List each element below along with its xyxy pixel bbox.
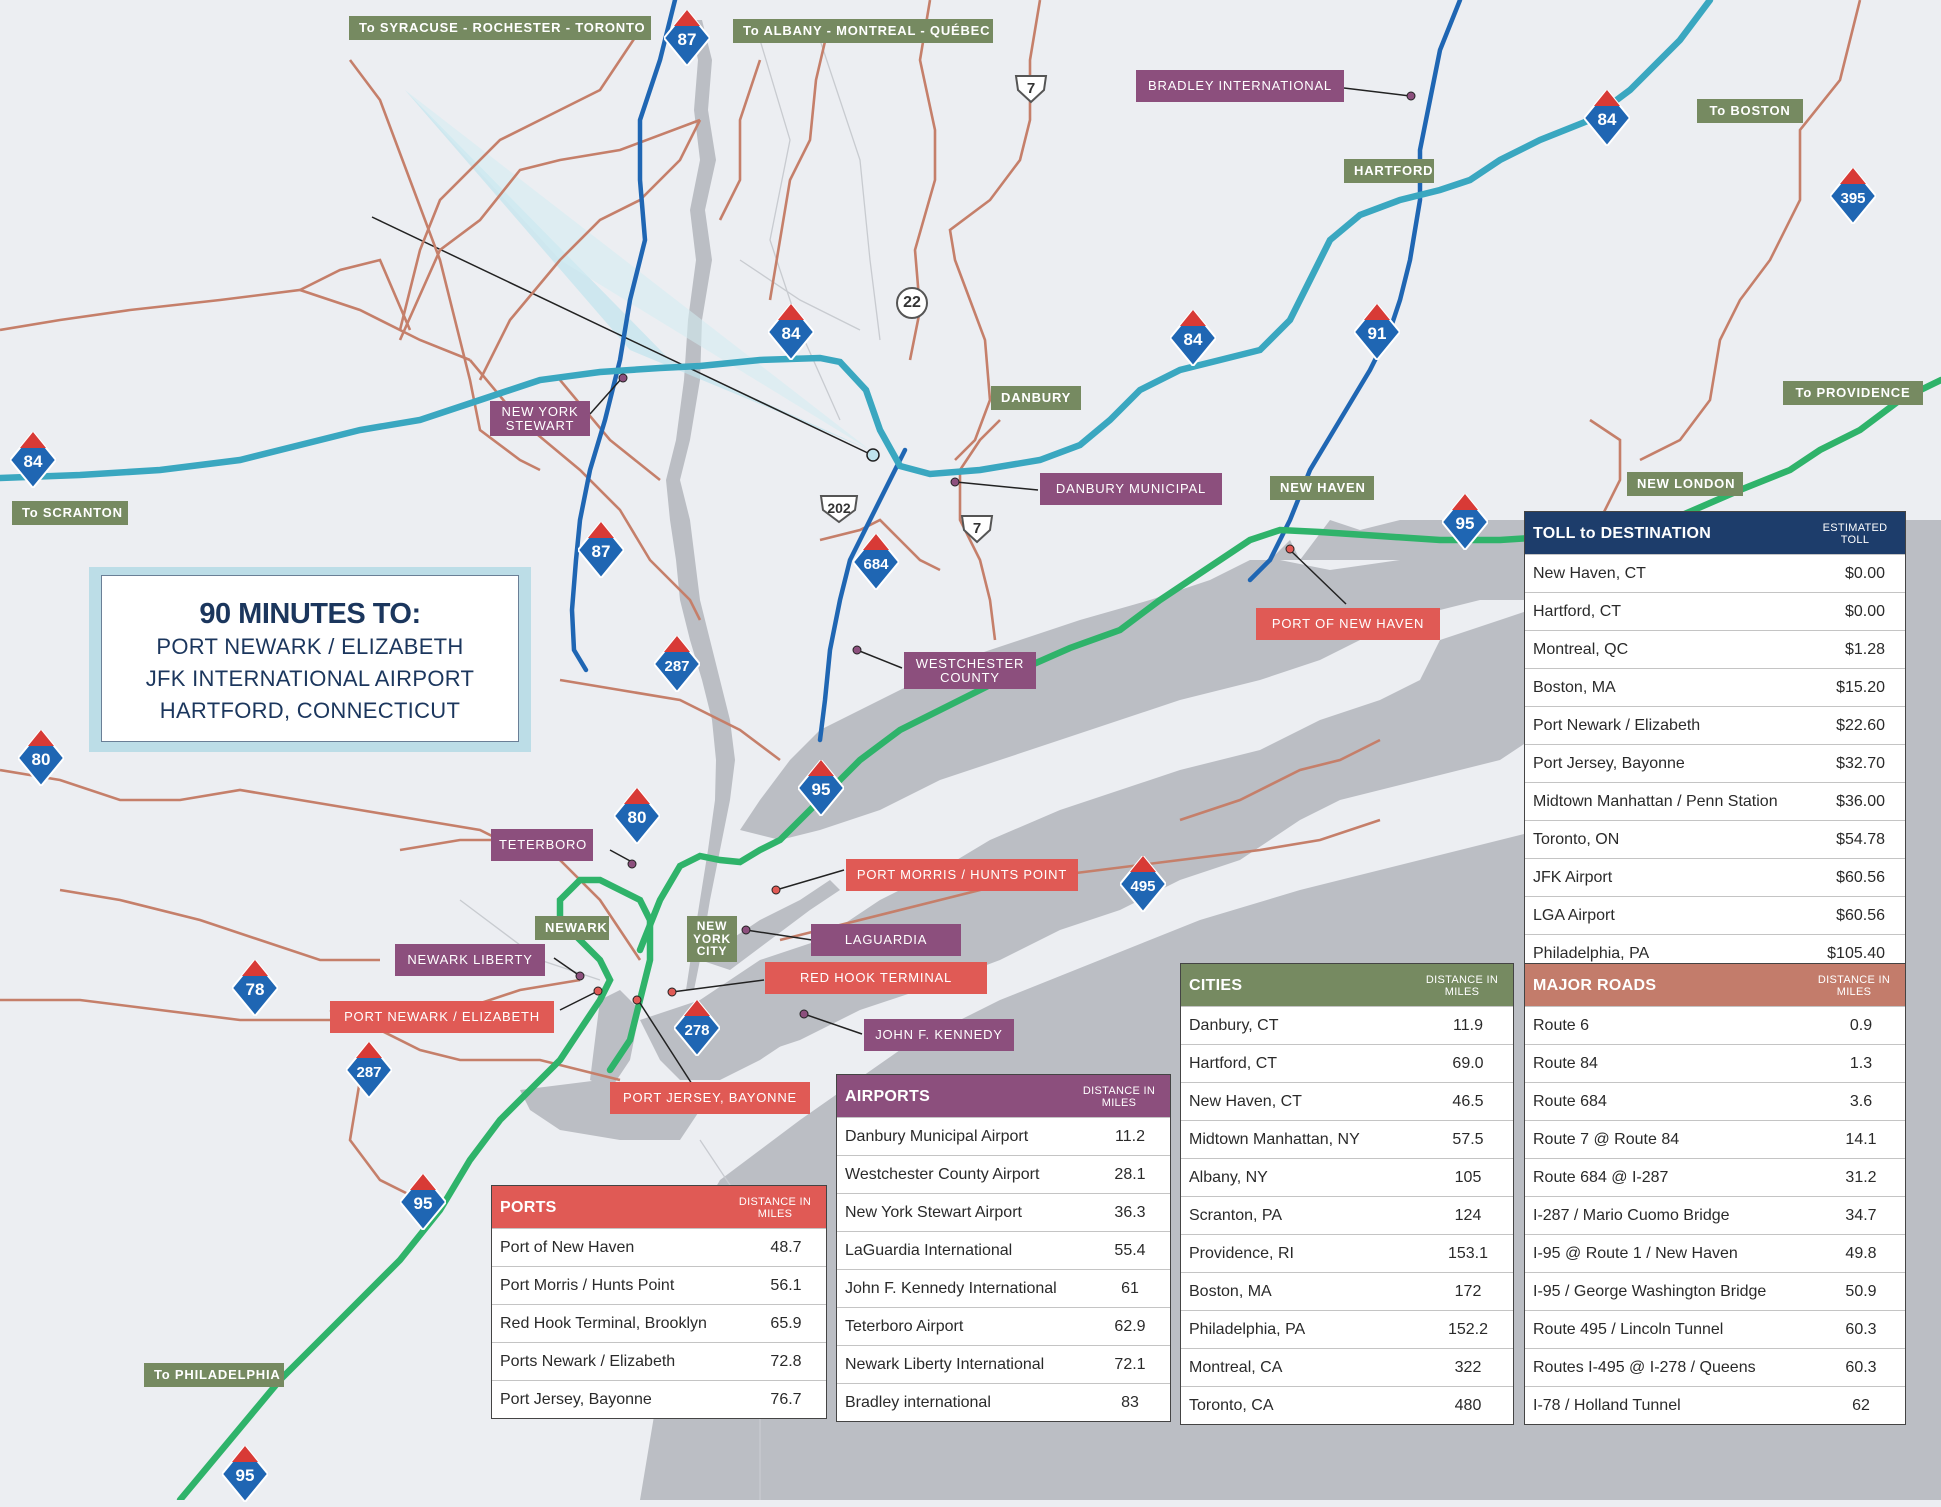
direction-syracuse: To SYRACUSE - ROCHESTER - TORONTO [349,16,651,40]
table-row: Route 495 / Lincoln Tunnel 60.3 [1525,1310,1905,1348]
table-subtitle: ESTIMATED TOLL [1822,522,1888,546]
table-row: Westchester County Airport 28.1 [837,1155,1170,1193]
interstate-84-shield-west [10,432,56,488]
table-subtitle: DISTANCE IN MILES [1425,974,1499,998]
table-row: Route 7 @ Route 84 14.1 [1525,1120,1905,1158]
interstate-95-shield-nj [400,1174,446,1230]
promo-title: 90 MINUTES TO: [199,598,421,630]
table-row: Port Jersey, Bayonne 76.7 [492,1380,826,1418]
toll-table [1524,511,1906,973]
table-title: PORTS [500,1199,557,1216]
table-row: Route 6 0.9 [1525,1006,1905,1044]
ports-table [491,1185,827,1419]
city-new-london: NEW LONDON [1627,472,1743,496]
table-title: MAJOR ROADS [1533,977,1657,994]
svg-text:84: 84 [23,452,43,471]
interstate-84-shield-ne [1584,90,1630,146]
city-newark: NEWARK [535,916,609,940]
table-row: LaGuardia International 55.4 [837,1231,1170,1269]
svg-text:95: 95 [1455,514,1475,533]
city-new-haven: NEW HAVEN [1270,476,1374,500]
table-title: AIRPORTS [845,1088,931,1105]
table-subtitle: DISTANCE IN MILES [1817,974,1891,998]
route-7-marker-mid [960,514,994,544]
svg-text:84: 84 [1597,110,1617,129]
table-row: Montreal, QC $1.28 [1525,630,1905,668]
table-row: I-95 @ Route 1 / New Haven 49.8 [1525,1234,1905,1272]
port-label-jersey-bayonne: PORT JERSEY, BAYONNE [610,1082,810,1114]
table-row: Ports Newark / Elizabeth 72.8 [492,1342,826,1380]
table-row: Philadelphia, PA 152.2 [1181,1310,1513,1348]
table-row: Route 684 3.6 [1525,1082,1905,1120]
svg-text:202: 202 [827,500,851,516]
svg-text:87: 87 [677,30,697,49]
interstate-80-shield-west [18,730,64,786]
airport-label-newark-liberty: NEWARK LIBERTY [395,944,545,976]
airport-label-laguardia: LAGUARDIA [811,924,961,956]
svg-text:278: 278 [684,1022,710,1039]
table-row: Philadelphia, PA $105.40 [1525,934,1905,972]
airport-label-bradley: BRADLEY INTERNATIONAL [1136,70,1344,102]
interstate-80-shield-nj [614,788,660,844]
interstate-287-shield-south [346,1042,392,1098]
interstate-84-shield-mid [768,304,814,360]
table-row: New York Stewart Airport 36.3 [837,1193,1170,1231]
interstate-495-shield [1120,856,1166,912]
port-label-newark-elizabeth: PORT NEWARK / ELIZABETH [330,1001,554,1033]
table-row: JFK Airport $60.56 [1525,858,1905,896]
interstate-84-shield-east [1170,310,1216,366]
svg-text:84: 84 [781,324,801,343]
table-row: Red Hook Terminal, Brooklyn 65.9 [492,1304,826,1342]
airport-label-teterboro: TETERBORO [491,829,593,861]
interstate-95-shield-ct [1442,494,1488,550]
direction-albany: To ALBANY - MONTREAL - QUÉBEC [733,19,993,43]
table-row: Montreal, CA 322 [1181,1348,1513,1386]
svg-text:287: 287 [664,658,690,675]
table-title: TOLL to DESTINATION [1533,525,1712,542]
cities-table [1180,963,1514,1425]
table-row: I-95 / George Washington Bridge 50.9 [1525,1272,1905,1310]
svg-text:91: 91 [1367,324,1387,343]
airport-label-stewart: NEW YORK STEWART [490,401,590,436]
svg-text:80: 80 [627,808,647,827]
table-row: Providence, RI 153.1 [1181,1234,1513,1272]
svg-text:495: 495 [1130,878,1156,895]
table-row: Port of New Haven 48.7 [492,1228,826,1266]
table-row: Bradley international 83 [837,1383,1170,1421]
table-row: Hartford, CT $0.00 [1525,592,1905,630]
table-row: LGA Airport $60.56 [1525,896,1905,934]
svg-text:84: 84 [1183,330,1203,349]
route-202-marker [819,494,859,524]
interstate-87-shield-mid [578,522,624,578]
table-row: Route 84 1.3 [1525,1044,1905,1082]
table-row: Albany, NY 105 [1181,1158,1513,1196]
port-label-red-hook: RED HOOK TERMINAL [765,962,987,994]
promo-box [89,567,531,752]
interstate-278-shield [674,1000,720,1056]
table-row: Port Morris / Hunts Point 56.1 [492,1266,826,1304]
table-subtitle: DISTANCE IN MILES [1082,1085,1156,1109]
table-row: Midtown Manhattan, NY 57.5 [1181,1120,1513,1158]
interstate-395-shield [1830,168,1876,224]
svg-text:395: 395 [1840,190,1866,207]
major-roads-table [1524,963,1906,1425]
direction-philadelphia: To PHILADELPHIA [144,1363,284,1387]
svg-text:87: 87 [591,542,611,561]
table-row: Boston, MA 172 [1181,1272,1513,1310]
svg-text:95: 95 [811,780,831,799]
route-22-marker: 22 [896,287,928,319]
promo-line: JFK INTERNATIONAL AIRPORT [145,666,475,691]
site-marker [867,449,879,461]
table-subtitle: DISTANCE IN MILES [738,1196,812,1220]
svg-text:684: 684 [863,556,889,573]
route-7-marker-top [1014,74,1048,104]
airports-table [836,1074,1171,1422]
table-row: I-287 / Mario Cuomo Bridge 34.7 [1525,1196,1905,1234]
svg-text:95: 95 [413,1194,433,1213]
svg-text:95: 95 [235,1466,255,1485]
airport-label-jfk: JOHN F. KENNEDY [864,1019,1014,1051]
promo-line: PORT NEWARK / ELIZABETH [156,634,464,659]
city-danbury: DANBURY [991,386,1081,410]
city-hartford: HARTFORD [1344,159,1434,183]
direction-boston: To BOSTON [1697,99,1803,123]
svg-text:287: 287 [356,1064,382,1081]
table-row: Danbury, CT 11.9 [1181,1006,1513,1044]
table-row: New Haven, CT 46.5 [1181,1082,1513,1120]
svg-text:78: 78 [245,980,265,999]
table-title: CITIES [1189,977,1243,994]
table-row: Port Newark / Elizabeth $22.60 [1525,706,1905,744]
interstate-95-shield-bottom [222,1446,268,1502]
svg-text:7: 7 [1026,80,1036,97]
table-row: Routes I-495 @ I-278 / Queens 60.3 [1525,1348,1905,1386]
table-row: New Haven, CT $0.00 [1525,554,1905,592]
interstate-91-shield [1354,304,1400,360]
svg-text:7: 7 [972,520,982,537]
table-row: John F. Kennedy International 61 [837,1269,1170,1307]
svg-text:80: 80 [31,750,51,769]
interstate-78-shield [232,960,278,1016]
direction-providence: To PROVIDENCE [1783,381,1923,405]
interstate-95-shield-bronx [798,760,844,816]
city-new-york-city: NEW YORK CITY [687,916,737,962]
table-row: Danbury Municipal Airport 11.2 [837,1117,1170,1155]
port-label-morris: PORT MORRIS / HUNTS POINT [846,859,1078,891]
interstate-684-shield [853,534,899,590]
airport-label-danbury-municipal: DANBURY MUNICIPAL [1040,473,1222,505]
promo-line: HARTFORD, CONNECTICUT [159,698,461,723]
table-row: Port Jersey, Bayonne $32.70 [1525,744,1905,782]
airport-label-westchester: WESTCHESTER COUNTY [904,652,1036,689]
table-row: Boston, MA $15.20 [1525,668,1905,706]
table-row: Route 684 @ I-287 31.2 [1525,1158,1905,1196]
table-row: Teterboro Airport 62.9 [837,1307,1170,1345]
table-row: Midtown Manhattan / Penn Station $36.00 [1525,782,1905,820]
table-row: Newark Liberty International 72.1 [837,1345,1170,1383]
table-row: Hartford, CT 69.0 [1181,1044,1513,1082]
table-row: Scranton, PA 124 [1181,1196,1513,1234]
table-row: I-78 / Holland Tunnel 62 [1525,1386,1905,1424]
port-label-new-haven: PORT OF NEW HAVEN [1256,608,1440,640]
table-row: Toronto, CA 480 [1181,1386,1513,1424]
interstate-87-shield-top [664,10,710,66]
table-row: Toronto, ON $54.78 [1525,820,1905,858]
direction-scranton: To SCRANTON [12,501,128,525]
interstate-287-shield-mid [654,636,700,692]
